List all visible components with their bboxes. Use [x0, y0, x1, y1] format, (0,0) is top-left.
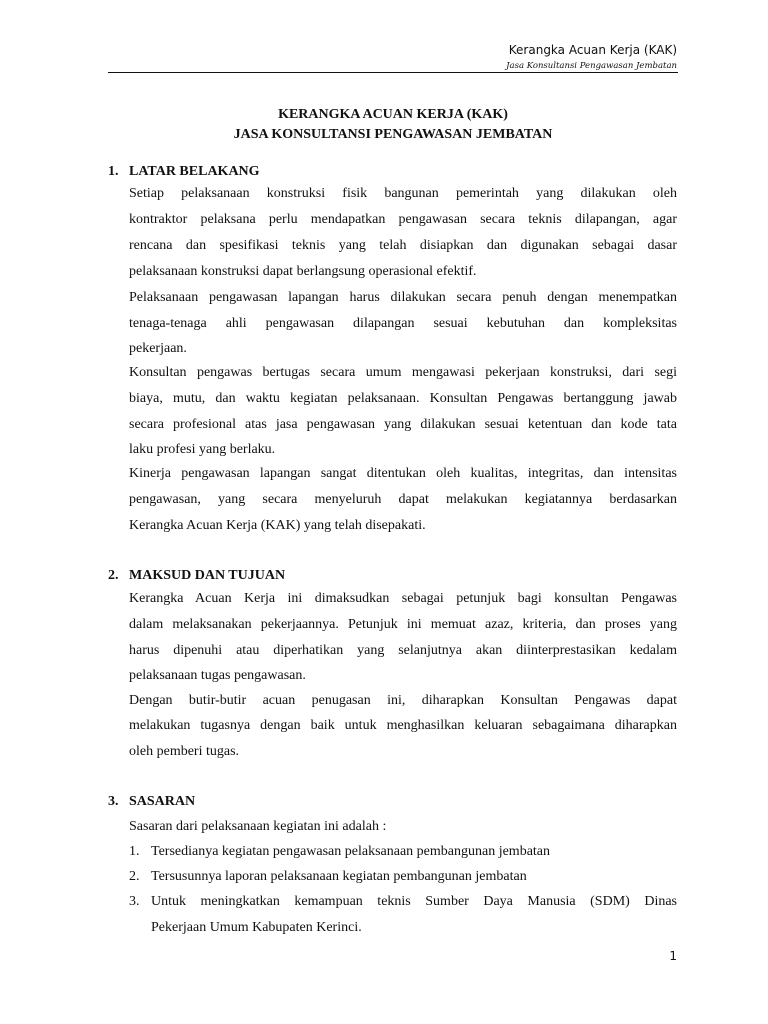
list-item-number: 1. — [129, 844, 140, 859]
document-title-line-2: JASA KONSULTANSI PENGAWASAN JEMBATAN — [233, 127, 553, 142]
paragraph-line: biaya, mutu, dan waktu kegiatan pelaksanaan. Konsultan Pengawas bertanggung jawab — [129, 391, 677, 406]
paragraph-line: Konsultan pengawas bertugas secara umum mengawasi pekerjaan konstruksi, dari segi — [129, 365, 677, 380]
document-title-line-1: KERANGKA ACUAN KERJA (KAK) — [278, 107, 508, 122]
header-divider — [108, 72, 678, 73]
list-item-text: Pekerjaan Umum Kabupaten Kerinci. — [151, 920, 362, 935]
list-item-text: Tersedianya kegiatan pengawasan pelaksanaan pembangunan jembatan — [151, 844, 551, 859]
list-item-text: Untuk meningkatkan kemampuan teknis Sumber Daya Manusia (SDM) Dinas — [151, 894, 677, 909]
section-heading: MAKSUD DAN TUJUAN — [129, 568, 286, 583]
paragraph-line: melakukan tugasnya dengan baik untuk menghasilkan keluaran sebagaimana diharapkan — [129, 718, 677, 733]
paragraph-line: oleh pemberi tugas. — [129, 744, 240, 759]
section-number: 3. — [108, 794, 119, 809]
section-heading: SASARAN — [129, 794, 196, 809]
paragraph-line: laku profesi yang berlaku. — [129, 442, 276, 457]
paragraph-line: dalam melaksanakan pekerjaannya. Petunjuk ini memuat azaz, kriteria, dan proses yang — [129, 617, 677, 632]
paragraph-line: harus dipenuhi atau diperhatikan yang selanjutnya akan diinterprestasikan kedalam — [129, 643, 677, 658]
running-header-title: Kerangka Acuan Kerja (KAK) — [508, 43, 677, 57]
paragraph-line: pelaksanaan konstruksi dapat berlangsung operasional efektif. — [129, 264, 477, 279]
section-number: 1. — [108, 164, 119, 179]
paragraph-line: Kinerja pengawasan lapangan sangat ditentukan oleh kualitas, integritas, dan intensitas — [129, 466, 677, 481]
paragraph-line: Pelaksanaan pengawasan lapangan harus dilakukan secara penuh dengan menempatkan — [129, 290, 677, 305]
section-heading: LATAR BELAKANG — [129, 164, 260, 179]
paragraph-line: Setiap pelaksanaan konstruksi fisik bangunan pemerintah yang dilakukan oleh — [129, 186, 677, 201]
paragraph-line: Dengan butir-butir acuan penugasan ini, diharapkan Konsultan Pengawas dapat — [129, 693, 677, 708]
paragraph-line: Kerangka Acuan Kerja (KAK) yang telah disepakati. — [129, 518, 426, 533]
paragraph-line: secara profesional atas jasa pengawasan yang dilakukan sesuai ketentuan dan kode tata — [129, 417, 677, 432]
paragraph-line: Kerangka Acuan Kerja ini dimaksudkan sebagai petunjuk bagi konsultan Pengawas — [129, 591, 677, 606]
list-item-number: 2. — [129, 869, 140, 884]
running-header-subtitle: Jasa Konsultansi Pengawasan Jembatan — [506, 61, 677, 71]
paragraph-line: pengawasan, yang secara menyeluruh dapat melakukan kegiatannya berdasarkan — [129, 492, 677, 507]
paragraph-line: tenaga-tenaga ahli pengawasan dilapangan sesuai kebutuhan dan kompleksitas — [129, 316, 677, 331]
paragraph-line: kontraktor pelaksana perlu mendapatkan pengawasan secara teknis dilapangan, agar — [129, 212, 677, 227]
list-item-number: 3. — [129, 894, 140, 909]
section-number: 2. — [108, 568, 119, 583]
paragraph-line: pekerjaan. — [129, 341, 187, 356]
paragraph-line: rencana dan spesifikasi teknis yang telah disiapkan dan digunakan sebagai dasar — [129, 238, 677, 253]
page-number: 1 — [669, 949, 677, 963]
list-item-text: Tersusunnya laporan pelaksanaan kegiatan pembangunan jembatan — [151, 869, 527, 884]
section-intro: Sasaran dari pelaksanaan kegiatan ini adalah : — [129, 819, 387, 834]
paragraph-line: pelaksanaan tugas pengawasan. — [129, 668, 306, 683]
